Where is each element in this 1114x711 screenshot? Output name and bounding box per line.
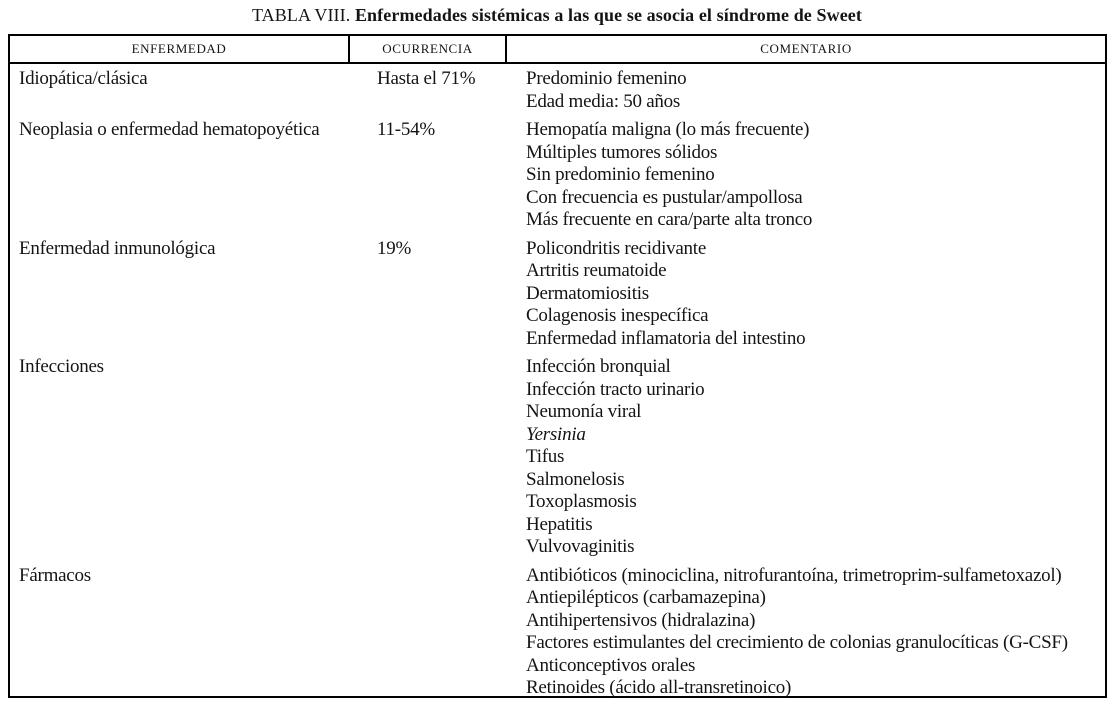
comentario-cell <box>507 565 1105 700</box>
comment-line: Neumonía viral <box>526 401 642 422</box>
enfermedad-cell: Enfermedad inmunológica <box>19 237 216 259</box>
table-body <box>10 64 1105 700</box>
ocurrencia-cell: Hasta el 71% <box>377 68 476 89</box>
comment-line: Tifus <box>526 446 565 467</box>
table-row <box>10 565 1105 700</box>
column-header-ocurrencia: OCURRENCIA <box>350 36 507 62</box>
table-header-row <box>10 36 1105 64</box>
comment-line: Antihipertensivos (hidralazina) <box>526 609 756 631</box>
enfermedad-cell: Fármacos <box>19 564 91 586</box>
comment-line: Edad media: 50 años <box>526 90 681 112</box>
table-caption: Enfermedades sistémicas a las que se asocia el síndrome de Sweet <box>354 5 862 25</box>
comment-line: Policondritis recidivante <box>526 237 707 259</box>
table-row <box>10 238 1105 351</box>
ocurrencia-cell: 11-54% <box>377 119 435 140</box>
comment-line: Antibióticos (minociclina, nitrofurantoína, trimetroprim-sulfametoxazol) <box>526 564 1062 586</box>
ocurrencia-cell: 19% <box>377 237 412 259</box>
comment-line: Sin predominio femenino <box>526 164 715 185</box>
comentario-cell <box>507 119 1105 232</box>
comment-line: Salmonelosis <box>526 468 625 490</box>
comment-line: Hemopatía maligna (lo más frecuente) <box>526 119 810 140</box>
comentario-cell <box>507 356 1105 559</box>
comment-line: Enfermedad inflamatoria del intestino <box>526 327 806 349</box>
comment-line: Vulvovaginitis <box>526 536 635 557</box>
comment-line: Múltiples tumores sólidos <box>526 141 718 163</box>
comment-line: Retinoides (ácido all-transretinoico) <box>526 677 792 698</box>
comentario-cell <box>507 68 1105 113</box>
column-header-enfermedad: ENFERMEDAD <box>10 36 350 62</box>
page-title <box>0 5 1114 26</box>
comment-line: Hepatitis <box>526 513 593 535</box>
comment-line: Yersinia <box>526 423 586 445</box>
systemic-diseases-table <box>8 34 1107 698</box>
comment-line: Colagenosis inespecífica <box>526 305 709 326</box>
table-row <box>10 68 1105 113</box>
comentario-cell <box>507 238 1105 351</box>
comment-line: Toxoplasmosis <box>526 491 637 512</box>
comment-line: Infección tracto urinario <box>526 378 705 400</box>
comment-line: Artritis reumatoide <box>526 260 667 281</box>
comment-line: Con frecuencia es pustular/ampollosa <box>526 186 803 208</box>
enfermedad-cell: Idiopática/clásica <box>19 68 148 89</box>
table-number: TABLA VIII. <box>252 5 351 25</box>
comment-line: Antiepilépticos (carbamazepina) <box>526 587 766 608</box>
comment-line: Dermatomiositis <box>526 282 649 304</box>
comment-line: Factores estimulantes del crecimiento de colonias granulocíticas (G-CSF) <box>526 632 1068 653</box>
comment-line: Más frecuente en cara/parte alta tronco <box>526 209 813 230</box>
comment-line: Predominio femenino <box>526 68 687 89</box>
table-row <box>10 356 1105 559</box>
column-header-comentario: COMENTARIO <box>760 41 852 56</box>
table-row <box>10 119 1105 232</box>
comment-line: Anticonceptivos orales <box>526 654 696 676</box>
enfermedad-cell: Infecciones <box>19 356 104 377</box>
enfermedad-cell: Neoplasia o enfermedad hematopoyética <box>19 119 320 140</box>
comment-line: Infección bronquial <box>526 356 671 377</box>
